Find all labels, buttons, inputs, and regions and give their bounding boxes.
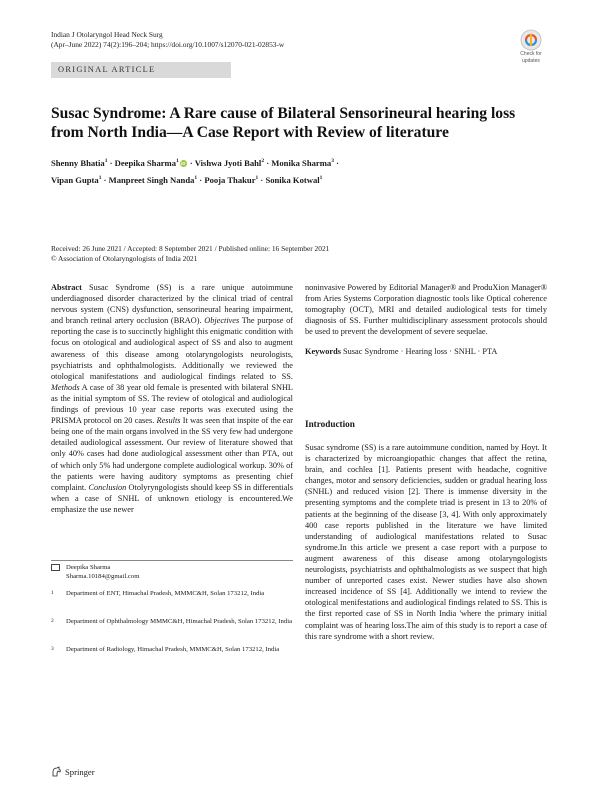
abstract-continued-text: noninvasive Powered by Editorial Manager® and ProduXion Manager® from Aries Systems Corporation diagnostic tools like Optical coherence tomography (OCT), MRI and detailed audiological tests for timely diagnosis of SS. Further multidisciplinary assessment protocols should be used to prevent the development of severe sequelae.	[305, 283, 547, 337]
envelope-icon	[51, 564, 60, 571]
author-name[interactable]: Deepika Sharma	[114, 157, 177, 168]
affiliation-text: Department of ENT, Himachal Pradesh, MMMC&H, Solan 173212, India	[66, 590, 265, 597]
abstract-conclusion: Otolyryngologists should keep SS in differentials when a case of SNHL of unknown etiology is encountered.We emphasize the use newer	[51, 482, 294, 514]
section-heading-introduction: Introduction	[305, 419, 355, 429]
orcid-icon[interactable]: iD	[181, 160, 186, 166]
journal-name: Indian J Otolaryngol Head Neck Surg	[51, 30, 163, 39]
author-name[interactable]: Vishwa Jyoti Bahl	[194, 157, 262, 168]
affiliation-text: Department of Radiology, Himachal Pradesh, MMMC&H, Solan 173212, India	[66, 646, 280, 653]
copyright-line: © Association of Otolaryngologists of India 2021	[51, 254, 198, 263]
history-dates: Received: 26 June 2021 / Accepted: 8 September 2021 / Published online: 16 September 2021	[51, 244, 330, 253]
check-for-updates-badge[interactable]	[514, 29, 548, 64]
article-title: Susac Syndrome: A Rare cause of Bilateral Sensorineural hearing loss from North India—A Case Report with Review of literature	[51, 105, 516, 141]
affiliation-number: 2	[51, 618, 54, 624]
author-affiliation: 3	[331, 158, 334, 164]
author-affiliation: 1	[319, 174, 323, 181]
author-affiliation: 1	[104, 158, 108, 164]
author-name[interactable]: Monika Sharma	[271, 157, 332, 168]
author-name[interactable]: Vipan Gupta	[51, 174, 99, 185]
author-name[interactable]: Shenny Bhatia	[51, 157, 105, 168]
author-affiliation: 2	[261, 158, 265, 164]
introduction-body	[305, 442, 547, 642]
abstract	[51, 282, 293, 515]
article-type: ORIGINAL ARTICLE	[58, 65, 156, 74]
conclusion-label: Conclusion	[88, 482, 127, 492]
introduction-text: Susac syndrome (SS) is a rare autoimmune condition, named by Hoyt. It is characterized by microangiopathic changes that affect the retina, brain, and cochlea [1]. Patients present with headache, cognitive changes, motor and sensory deficiencies, sudden or gradual hearing loss (SNHL) and reduced vision [2]. There is immense diversity in the presenting symptoms and the complete triad is present in 13 to 20% of patients at the beginning of the disease [3, 4]. With only approximately 400 case reports published in the literature we have limited understanding of audiological manifestations related to Susac syndrome.In this article we present a case report with a purpose to augment awareness of this disease among otolaryngologists neurologists, psychiatrists and ophthalmologists as we suspect that high number of unreported cases exist. Newer studies have also shown increased incidence of SS [4]. Additionally we intend to review the otological menifestations and audiological findings related to SS. This is the first reported case of SS in North India 'where the primary initial complaint was of hearing loss.The aim of this study is to report a case of this rare syndrome with a short review.	[305, 443, 547, 641]
author-name[interactable]: Manpreet Singh Nanda	[108, 174, 195, 185]
affiliation-number: 3	[51, 646, 54, 652]
crossmark-icon	[520, 29, 542, 51]
abstract-label: Abstract	[51, 283, 82, 292]
abstract-objectives: The purpose of reporting the case is to succinctly highlight this enigmatic condition with focus on otological and audiological aspect of SS and also to augment awareness of this disease among otolaryngologists neurologists, psychiatrists and ophthalmologists. Additionally we reviewed the otological manifestations and audiological findings related to SS.	[51, 316, 293, 381]
correspondence	[51, 563, 293, 582]
crossmark-label-1: Check for	[520, 51, 542, 57]
author-name[interactable]: Sonika Kotwal	[265, 174, 320, 185]
affiliation	[51, 589, 293, 598]
springer-horse-icon	[51, 766, 62, 777]
publisher-name: Springer	[65, 766, 95, 777]
abstract-methods: A case of 38 year old female is presented with bilateral SNHL as the initial symptom of SS. The review of otological and audiological findings of previous 10 year case reports was executed using the PRISMA protocol on 20 cases.	[51, 382, 294, 426]
keywords	[305, 346, 547, 357]
affiliation	[51, 617, 293, 626]
author-affiliation: 1	[176, 158, 179, 164]
article-type-band	[51, 62, 231, 78]
journal-citation: (Apr–June 2022) 74(2):196–204; https://doi.org/10.1007/s12070-021-02853-w	[51, 40, 285, 49]
abstract-continued	[305, 282, 547, 358]
author-list: Shenny Bhatia$^1$ · Deepika Sharma$^1$ iD · Vishwa Jyoti Bahl$^2$ · Monika Sharma$^3$ · Vipan Gupta$^1$ · Manpreet Singh Nanda$^1$ · Pooja Thakur$^1$ · Sonika Kotwal$^1$	[51, 157, 339, 185]
footnote-divider	[51, 560, 293, 561]
keywords-list: Susac Syndrome · Hearing loss · SNHL · PTA	[343, 347, 498, 357]
abstract-intro: Susac Syndrome (SS) is a rare unique autoimmune underdiagnosed disorder characterized by the clinical triad of central nervous system (CNS) dysfunction, sensorineural hearing impairment, and branch retinal artery occlusion (BRAO).	[51, 283, 293, 326]
author-name[interactable]: Pooja Thakur	[204, 174, 256, 185]
crossmark-label-2: updates	[522, 57, 540, 64]
author-affiliation: 1	[98, 174, 102, 181]
publication-dates	[51, 244, 329, 264]
objectives-label: Objectives	[204, 316, 240, 326]
keywords-label: Keywords	[305, 347, 341, 357]
corresponding-email[interactable]: Sharma.10184@gmail.com	[66, 573, 140, 581]
abstract-results: It was seen that inspite of the ear being one of the main organs involved in the SS very few had undergone detailed audiological assessment. Our review of literature showed that only 40% cases had done audiological assessment other than PTA, out of which only 5% had undergone complete audiological workup. 30% of the patients were having auditory symptoms as presenting chief complaint.	[51, 416, 294, 492]
author-affiliation: 1	[194, 174, 198, 181]
results-label: Results	[156, 416, 181, 426]
affiliation	[51, 645, 293, 654]
methods-label: Methods	[51, 382, 80, 392]
publisher-logo	[51, 766, 95, 777]
affiliation-text: Department of Ophthalmology MMMC&H, Himachal Pradesh, Solan 173212, India	[66, 618, 293, 625]
corresponding-author: Deepika Sharma	[66, 564, 111, 571]
author-affiliation: 1	[255, 174, 259, 181]
journal-header	[51, 30, 284, 50]
affiliation-number: 1	[51, 590, 54, 596]
